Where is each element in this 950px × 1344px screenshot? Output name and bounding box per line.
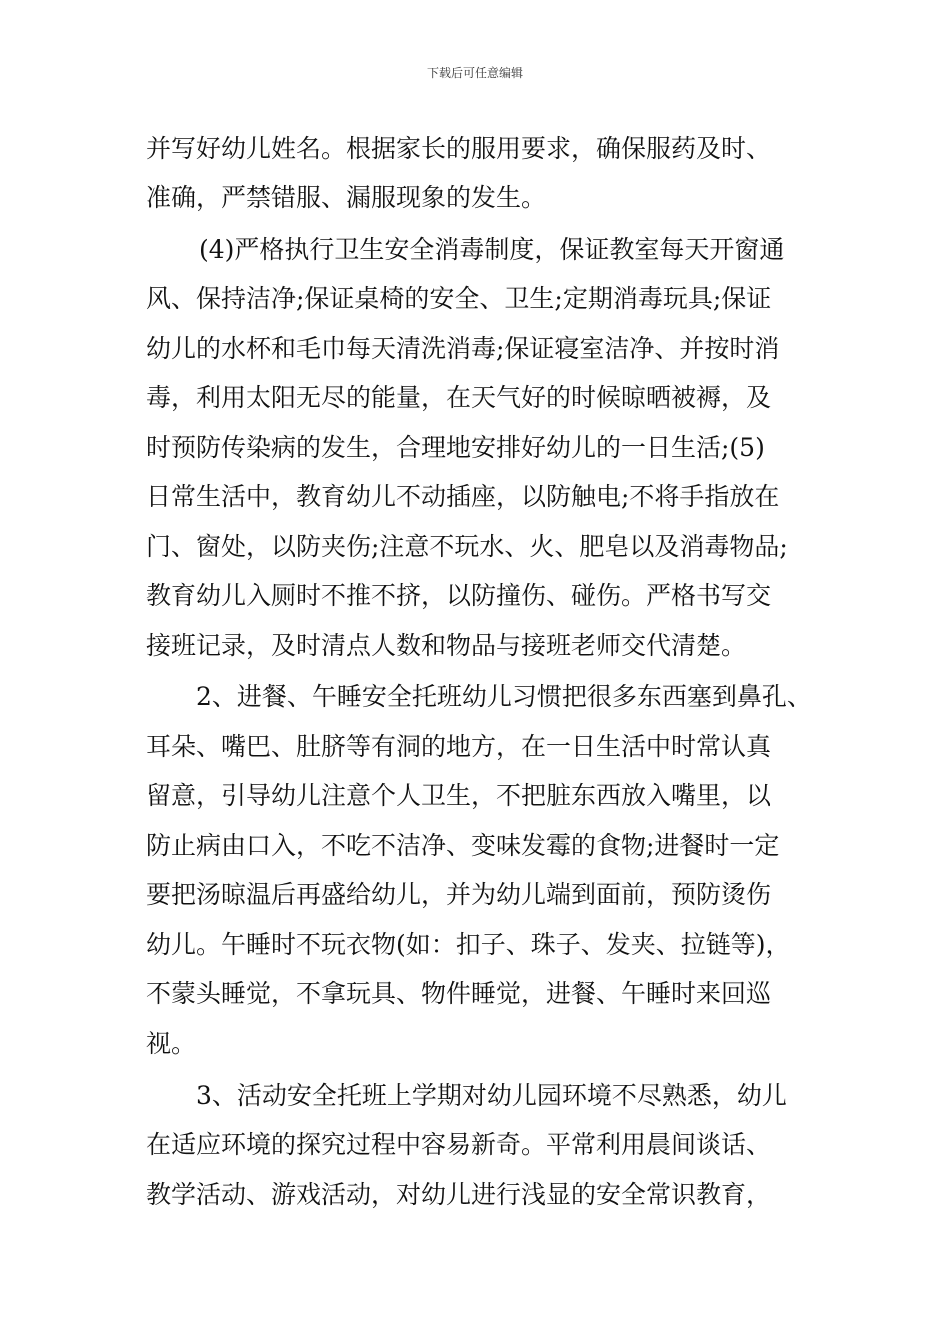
- text-line: 并写好幼儿姓名。根据家长的服用要求，确保服药及时、: [146, 134, 772, 163]
- text-line: 要把汤晾温后再盛给幼儿，并为幼儿端到面前，预防烫伤: [146, 880, 772, 909]
- text-line: 2、进餐、午睡安全托班幼儿习惯把很多东西塞到鼻孔、: [196, 682, 812, 711]
- text-line: 留意，引导幼儿注意个人卫生，不把脏东西放入嘴里，以: [146, 781, 772, 810]
- text-line: 幼儿。午睡时不玩衣物(如：扣子、珠子、发夹、拉链等)，: [146, 930, 791, 959]
- text-line: 不蒙头睡觉，不拿玩具、物件睡觉，进餐、午睡时来回巡: [146, 979, 772, 1008]
- text-line: 门、窗处，以防夹伤;注意不玩水、火、肥皂以及消毒物品;: [146, 532, 788, 561]
- text-line: 风、保持洁净;保证桌椅的安全、卫生;定期消毒玩具;保证: [146, 284, 772, 313]
- text-line: 准确，严禁错服、漏服现象的发生。: [146, 183, 547, 212]
- page-header: 下载后可任意编辑: [426, 66, 523, 80]
- text-line: 时预防传染病的发生，合理地安排好幼儿的一日生活;(5): [146, 433, 765, 462]
- text-line: 日常生活中，教育幼儿不动插座，以防触电;不将手指放在: [146, 482, 780, 511]
- text-line: 幼儿的水杯和毛巾每天清洗消毒;保证寝室洁净、并按时消: [146, 334, 780, 363]
- text-line: 接班记录，及时清点人数和物品与接班老师交代清楚。: [146, 631, 747, 660]
- text-line: 视。: [146, 1029, 197, 1058]
- text-line: 耳朵、嘴巴、肚脐等有洞的地方，在一日生活中时常认真: [146, 732, 772, 761]
- text-line: 在适应环境的探究过程中容易新奇。平常利用晨间谈话、: [146, 1130, 772, 1159]
- text-line: 教育幼儿入厕时不推不挤，以防撞伤、碰伤。严格书写交: [146, 581, 772, 610]
- text-line: 毒，利用太阳无尽的能量，在天气好的时候晾晒被褥，及: [146, 383, 772, 412]
- text-line: (4)严格执行卫生安全消毒制度，保证教室每天开窗通: [199, 235, 785, 264]
- text-line: 3、活动安全托班上学期对幼儿园环境不尽熟悉，幼儿: [196, 1081, 787, 1110]
- text-line: 教学活动、游戏活动，对幼儿进行浅显的安全常识教育，: [146, 1180, 772, 1209]
- text-line: 防止病由口入，不吃不洁净、变味发霉的食物;进餐时一定: [146, 831, 780, 860]
